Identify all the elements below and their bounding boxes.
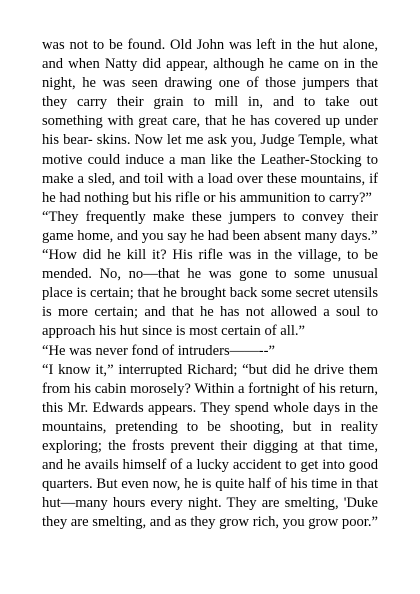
document-page	[42, 36, 378, 532]
paragraph-2: “They frequently make these jumpers to convey their game home, and you say he had been absent many days.”	[42, 208, 378, 244]
paragraph-3: “How did he kill it? His rifle was in the village, to be mended. No, no—that he was gone to some unusual place is certain; that he brought back some secret utensils is more certain; and that he has not allowed a soul to approach his hut since is most certain of all.”	[42, 247, 378, 340]
paragraph-4: “He was never fond of intruders——--”	[42, 342, 276, 359]
paragraph-5: “I know it,” interrupted Richard; “but did he drive them from his cabin morosely? Within a fortnight of his return, this Mr. Edwards appears. They spend whole days in the mountains, pretending to be shooting, but in reality exploring; the frosts prevent their digging at that time, and he avails himself of a lucky accident to get into good quarters. But even now, he is quite half of his time in that hut—many hours every night. They are smelting, 'Duke they are smelting, and as they grow rich, you grow poor.”	[42, 361, 378, 531]
paragraph-1: was not to be found. Old John was left in the hut alone, and when Natty did appear, although he came on in the night, he was seen drawing one of those jumpers that they carry their grain to mill in, and to take out something with great care, that he has covered up under his bear- skins. Now let me ask you, Judge Temple, what motive could induce a man like the Leather-Stocking to make a sled, and toil with a load over these mountains, if he had nothing but his rifle or his ammunition to carry?”	[42, 37, 378, 206]
